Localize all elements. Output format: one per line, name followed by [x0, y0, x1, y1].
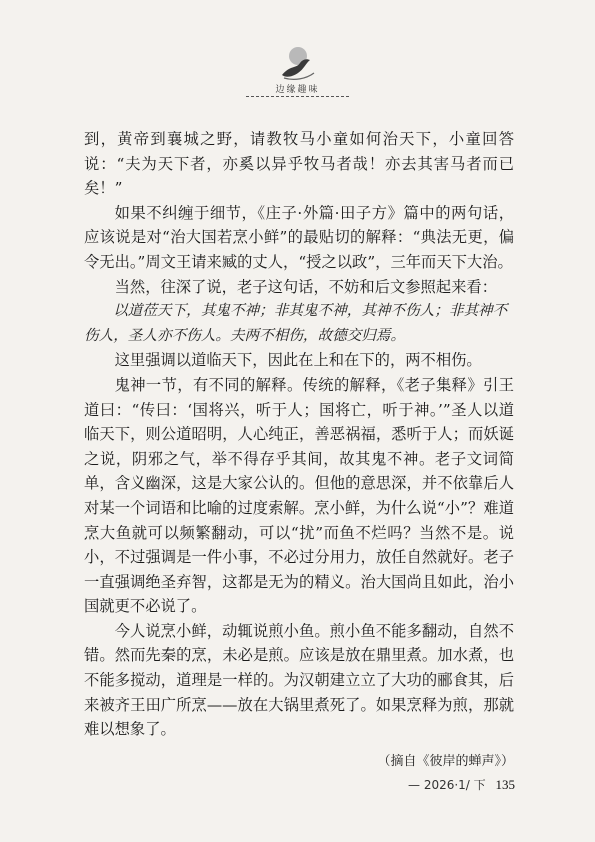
paragraph: 今人说烹小鲜，动辄说煎小鱼。煎小鱼不能多翻动，自然不错。然而先秦的烹，未必是煎。应该是放在鼎里煮。加水煮，也不能多搅动，道理是一样的。为汉朝建立立了大功的郦食其，后来被齐王田广所烹——放在大锅里煮死了。如果烹释为煎，那就难以想象了。	[84, 621, 514, 739]
paragraph: 这里强调以道临天下，因此在上和在下的，两不相伤。	[114, 351, 482, 370]
paragraph: 如果不纠缠于细节，《庄子·外篇·田子方》篇中的两句话，应该说是对“治大国若烹小鲜”的最贴切的解释：“典法无更，偏令无出。”周文王请来臧的丈人，“授之以政”，三年而天下大治。	[84, 203, 514, 271]
column-title: 边缘趣味	[275, 85, 320, 95]
paragraph: 当然，往深了说，老子这句话，不妨和后文参照起来看：	[114, 277, 498, 296]
header-divider	[246, 96, 349, 97]
article-body	[84, 127, 514, 774]
source-citation: （摘自《彼岸的蝉声》）	[377, 753, 514, 769]
quotation-block: 以道莅天下，其鬼不神；非其鬼不神，其神不伤人；非其神不伤人，圣人亦不伤人。夫两不相伤，故德交归焉。	[84, 302, 508, 344]
page-footer	[408, 776, 515, 793]
paragraph: 到，黄帝到襄城之野，请教牧马小童如何治天下，小童回答说：“夫为天下者，亦奚以异乎牧马者哉！亦去其害马者而已矣！”	[84, 130, 514, 198]
issue-label: — 2026·1/ 下	[408, 778, 486, 792]
page-number: 135	[495, 777, 515, 792]
column-logo-icon	[276, 45, 320, 83]
paragraph: 鬼神一节，有不同的解释。传统的解释，《老子集释》引王道曰：“传曰：‘国将兴，听于人；国将亡，听于神。’”圣人以道临天下，则公道昭明，人心纯正，善恶祸福，悉听于人；而妖诞之说，阴邪之气，举不得存乎其间，故其鬼不神。老子文词简单，含义幽深，这是大家公认的。但他的意思深，并不依靠后人对某一个词语和比喻的过度索解。烹小鲜，为什么说“小”？难道烹大鱼就可以频繁翻动，可以“扰”而鱼不烂吗？当然不是。说小，不过强调是一件小事，不必过分用力，放任自然就好。老子一直强调绝圣弃智，这都是无为的精义。治大国尚且如此，治小国就更不必说了。	[84, 375, 514, 616]
